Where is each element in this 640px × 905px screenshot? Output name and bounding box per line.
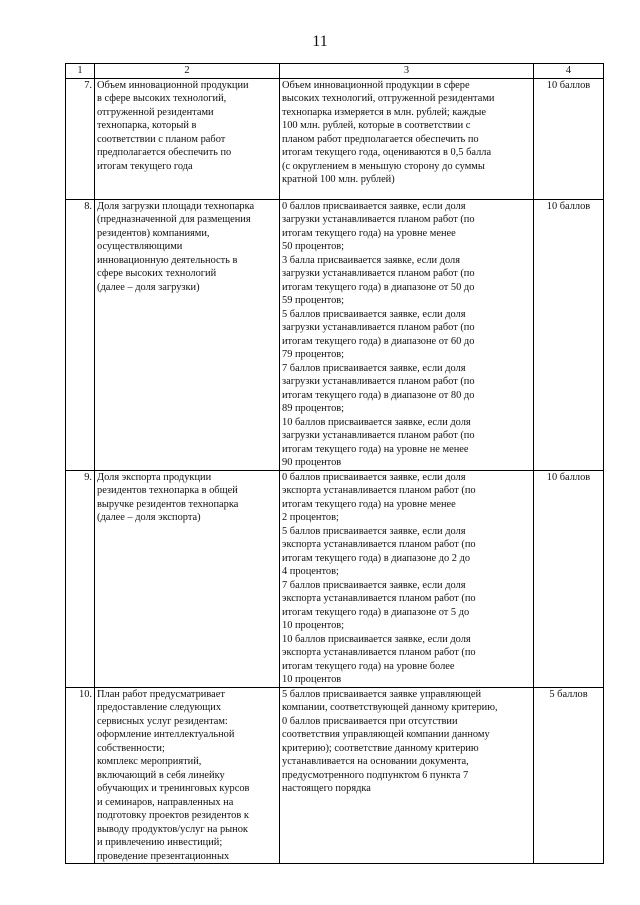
scoring-cell <box>280 470 534 687</box>
column-header: 4 <box>534 64 604 79</box>
scoring-text-line: соответствия управляющей компании данному <box>282 729 490 740</box>
criterion-text-line: (предназначенной для размещения <box>97 214 251 225</box>
column-header: 3 <box>280 64 534 79</box>
criterion-cell <box>95 470 280 687</box>
scoring-text-line: загрузки устанавливается планом работ (по <box>282 268 475 279</box>
scoring-text-line: 10 процентов; <box>282 620 345 631</box>
scoring-text-line: 3 балла присваивается заявке, если доля <box>282 254 461 266</box>
scoring-text-line: 59 процентов; <box>282 295 345 306</box>
criterion-text-line: Объем инновационной продукции <box>97 79 249 91</box>
criterion-text-line: обучающих и тренинговых курсов <box>97 783 250 794</box>
row-number: 8. <box>66 199 95 470</box>
points-cell: 5 баллов <box>534 687 604 864</box>
criteria-table <box>65 63 604 864</box>
scoring-cell <box>280 687 534 864</box>
criterion-text-line: комплекс мероприятий, <box>97 756 202 767</box>
criterion-text-line: в сфере высоких технологий, <box>97 93 227 104</box>
scoring-text-line: экспорта устанавливается планом работ (по <box>282 485 476 496</box>
scoring-text-line: 4 процентов; <box>282 566 339 577</box>
criterion-text-line: (далее – доля загрузки) <box>97 281 200 293</box>
scoring-text-line: итогам текущего года) на уровне менее <box>282 227 456 239</box>
criterion-text-line: Доля загрузки площади технопарка <box>97 200 255 212</box>
scoring-text-line: итогам текущего года) в диапазоне от 80 до <box>282 389 475 401</box>
scoring-text-line: кратной 100 млн. рублей) <box>282 174 395 185</box>
criterion-text-line: выручке резидентов технопарка <box>97 498 239 510</box>
page-number: 11 <box>312 33 328 50</box>
scoring-cell <box>280 78 534 199</box>
column-header: 1 <box>66 64 95 79</box>
scoring-cell <box>280 199 534 470</box>
scoring-text-line: 10 баллов присваивается заявке, если доля <box>282 416 471 428</box>
table-header-row <box>66 64 604 79</box>
scoring-text-line: 5 баллов присваивается заявке, если доля <box>282 308 466 320</box>
scoring-text-line: загрузки устанавливается планом работ (по <box>282 430 475 441</box>
scoring-text-line: загрузки устанавливается планом работ (по <box>282 214 475 225</box>
scoring-text-line: итогам текущего года) на уровне не менее <box>282 443 469 455</box>
criterion-text-line: сервисных услуг резидентам: <box>97 715 228 727</box>
criterion-text-line: осуществляющими <box>97 241 183 252</box>
criterion-text-line: резидентов технопарка в общей <box>97 485 238 496</box>
criterion-text-line: проведение презентационных <box>97 850 230 862</box>
scoring-text-line: 0 баллов присваивается заявке, если доля <box>282 200 466 212</box>
criterion-cell <box>95 78 280 199</box>
criterion-text-line: выводу продуктов/услуг на рынок <box>97 823 248 835</box>
scoring-text-line: 89 процентов; <box>282 403 345 414</box>
row-number: 9. <box>66 470 95 687</box>
criterion-text-line: включающий в себя линейку <box>97 769 225 781</box>
scoring-text-line: 50 процентов; <box>282 241 345 252</box>
scoring-text-line: Объем инновационной продукции в сфере <box>282 79 470 91</box>
criterion-text-line: отгруженной резидентами <box>97 106 214 118</box>
table-row <box>66 78 604 199</box>
scoring-text-line: критерию); соответствие данному критерию <box>282 742 479 754</box>
scoring-text-line: 0 баллов присваивается заявке, если доля <box>282 471 466 483</box>
scoring-text-line: экспорта устанавливается планом работ (по <box>282 593 476 604</box>
criterion-cell <box>95 199 280 470</box>
points-cell: 10 баллов <box>534 78 604 199</box>
column-header: 2 <box>95 64 280 79</box>
criterion-text-line: инновационную деятельность в <box>97 254 238 266</box>
scoring-text-line: 10 баллов присваивается заявке, если доля <box>282 633 471 645</box>
scoring-text-line: 10 процентов <box>282 674 342 685</box>
scoring-text-line: экспорта устанавливается планом работ (по <box>282 647 476 658</box>
scoring-text-line: предусмотренного подпунктом 6 пункта 7 <box>282 769 469 781</box>
scoring-text-line: 100 млн. рублей, которые в соответствии с <box>282 120 471 131</box>
scoring-text-line: 7 баллов присваивается заявке, если доля <box>282 579 466 591</box>
criterion-text-line: технопарка, который в <box>97 120 197 131</box>
criterion-text-line: соответствии с планом работ <box>97 133 226 145</box>
scoring-text-line: итогам текущего года) в диапазоне от 5 до <box>282 606 470 618</box>
scoring-text-line: загрузки устанавливается планом работ (по <box>282 322 475 333</box>
scoring-text-line: (с округлением в меньшую сторону до суммы <box>282 160 485 172</box>
scoring-text-line: 90 процентов <box>282 457 342 468</box>
scoring-text-line: итогам текущего года) в диапазоне до 2 до <box>282 552 471 564</box>
scoring-text-line: итогам текущего года) в диапазоне от 60 до <box>282 335 475 347</box>
criterion-text-line: подготовку проектов резидентов к <box>97 810 249 821</box>
criterion-text-line: предоставление следующих <box>97 702 222 713</box>
criterion-text-line: сфере высоких технологий <box>97 268 217 279</box>
scoring-text-line: итогам текущего года) в диапазоне от 50 до <box>282 281 475 293</box>
scoring-text-line: технопарка измеряется в млн. рублей; каждые <box>282 106 486 118</box>
criterion-cell <box>95 687 280 864</box>
criterion-text-line: собственности; <box>97 742 165 754</box>
criterion-text-line: итогам текущего года <box>97 160 193 172</box>
row-number: 10. <box>66 687 95 864</box>
scoring-text-line: итогам текущего года) на уровне менее <box>282 498 456 510</box>
criterion-text-line: резидентов) компаниями, <box>97 227 210 239</box>
scoring-text-line: 2 процентов; <box>282 512 339 523</box>
criterion-text-line: оформление интеллектуальной <box>97 729 235 740</box>
criterion-text-line: предполагается обеспечить по <box>97 147 232 158</box>
scoring-text-line: настоящего порядка <box>282 783 371 794</box>
scoring-text-line: планом работ предполагается обеспечить по <box>282 133 479 145</box>
criterion-text-line: План работ предусматривает <box>97 688 225 700</box>
points-cell: 10 баллов <box>534 470 604 687</box>
scoring-text-line: компании, соответствующей данному критерию, <box>282 702 498 713</box>
scoring-text-line: загрузки устанавливается планом работ (по <box>282 376 475 387</box>
criterion-text-line: (далее – доля экспорта) <box>97 512 201 523</box>
scoring-text-line: высоких технологий, отгруженной резидентами <box>282 93 495 104</box>
scoring-text-line: 0 баллов присваивается при отсутствии <box>282 715 458 727</box>
scoring-text-line: итогам текущего года) на уровне более <box>282 660 455 672</box>
scoring-text-line: 7 баллов присваивается заявке, если доля <box>282 362 466 374</box>
scoring-text-line: итогам текущего года, оцениваются в 0,5 балла <box>282 147 492 158</box>
table-row <box>66 199 604 470</box>
points-cell: 10 баллов <box>534 199 604 470</box>
scoring-text-line: 79 процентов; <box>282 349 345 360</box>
criterion-text-line: и семинаров, направленных на <box>97 796 234 808</box>
table-row <box>66 470 604 687</box>
table-row <box>66 687 604 864</box>
criterion-text-line: и привлечению инвестиций; <box>97 837 223 848</box>
scoring-text-line: 5 баллов присваивается заявке управляющей <box>282 688 482 700</box>
scoring-text-line: устанавливается на основании документа, <box>282 756 469 767</box>
scoring-text-line: экспорта устанавливается планом работ (по <box>282 539 476 550</box>
row-number: 7. <box>66 78 95 199</box>
scoring-text-line: 5 баллов присваивается заявке, если доля <box>282 525 466 537</box>
criterion-text-line: Доля экспорта продукции <box>97 471 212 483</box>
